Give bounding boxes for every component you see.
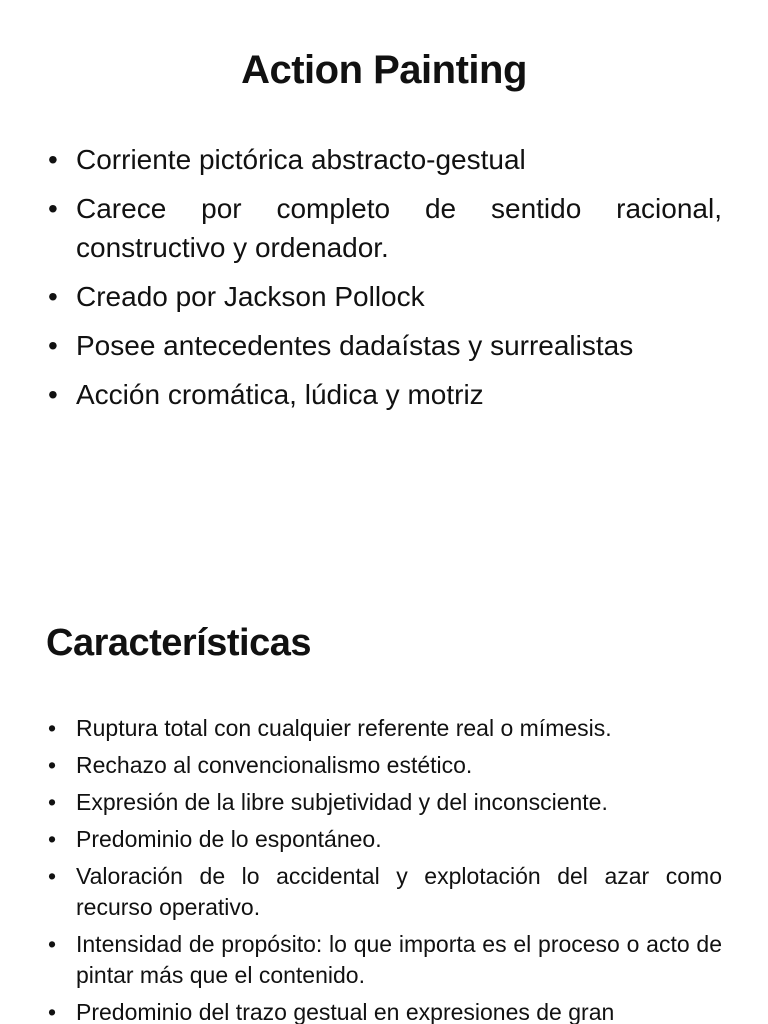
list-item: • Acción cromática, lúdica y motriz (46, 375, 722, 414)
list-item: • Carece por completo de sentido racional, constructivo y ordenador. (46, 189, 722, 267)
bullet-dot-icon: • (48, 379, 58, 410)
slide-title: Action Painting (241, 48, 527, 92)
list-item: • Expresión de la libre subjetividad y del inconsciente. (46, 787, 722, 818)
slide-title: Características (46, 622, 312, 664)
bullet-dot-icon: • (48, 826, 57, 852)
list-item: • Predominio del trazo gestual en expresiones de gran (46, 997, 722, 1024)
bullet-dot-icon: • (48, 193, 58, 224)
bullet-dot-icon: • (48, 931, 57, 957)
bullet-dot-icon: • (48, 752, 57, 778)
list-item: • Valoración de lo accidental y explotación del azar como recurso operativo. (48, 863, 722, 920)
list-item: • Creado por Jackson Pollock (46, 277, 722, 316)
bullet-dot-icon: • (48, 330, 58, 361)
bullet-dot-icon: • (48, 144, 58, 175)
list-item: • Predominio de lo espontáneo. (46, 824, 722, 855)
list-item: • Posee antecedentes dadaístas y surrealistas (46, 326, 722, 365)
slide-caracteristicas (0, 600, 768, 1024)
bullet-dot-icon: • (48, 715, 57, 741)
list-item: • Corriente pictórica abstracto-gestual (46, 140, 722, 179)
bullet-list (46, 140, 722, 424)
bullet-list (46, 713, 722, 1024)
bullet-dot-icon: • (48, 863, 57, 889)
bullet-dot-icon: • (48, 281, 58, 312)
list-item: • Intensidad de propósito: lo que importa es el proceso o acto de pintar más que el contenido. (48, 931, 722, 988)
list-item: • Ruptura total con cualquier referente real o mímesis. (46, 713, 722, 744)
bullet-dot-icon: • (48, 999, 57, 1024)
bullet-dot-icon: • (48, 789, 57, 815)
list-item: • Rechazo al convencionalismo estético. (46, 750, 722, 781)
slide-action-painting (0, 0, 768, 470)
